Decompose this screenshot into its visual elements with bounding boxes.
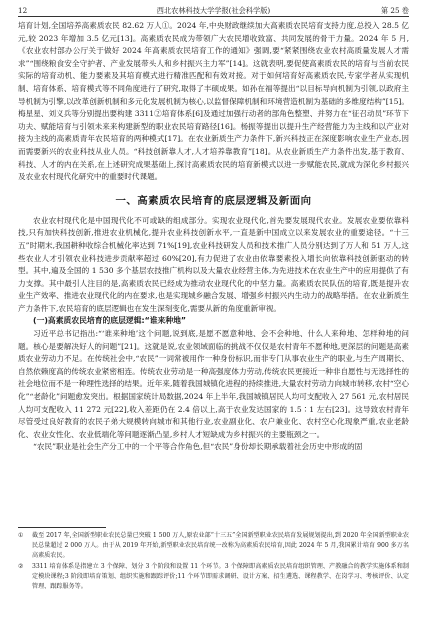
volume-label: 第 25 卷 bbox=[380, 6, 409, 15]
running-header bbox=[18, 5, 409, 17]
footnote bbox=[18, 531, 409, 562]
footnote-marker: ① bbox=[18, 532, 24, 539]
footnote-divider bbox=[18, 527, 106, 528]
intro-paragraph: 培育计划,全国培养高素质农民 82.62 万人①。2024 年,中央财政继续加大高素质农民培育支持力度,总投入 28.5 亿元,较 2023 年增加 3.5 亿元[13]。高素质农民成为带领广大农民增收致富、共同发展的骨干力量。2024 年 5 月,《农业农村部办公厅关于做好 2024 年高素质农民培育工作的通知》强调,要“紧紧围绕农业农村高质量发展人才需求”“围绕粮食安全守护者、产业发展带头人和乡村振兴主力军”[14]。这就表明,要促使高素质农民的培育与当前农民实际的培育动机、能力要素及其培育模式进行精准匹配和有效对接。对于如何培育好高素质农民,专家学者从实现机制、培育体系、培育模式等不同角度进行了研究,取得了丰硕成果。如孙在福等提出“以目标导向机制为引领,以政府主导机制为引擎,以改革创新机制和多元化发展机制为核心,以监督保障机制和环境营造机制为基础的多维度结构”[15]。梅星星、刘义兵等分别提出要构建 3311②培育体系[6]及通过加强行动者的部角色整塑、并努力在“征召动员”环节下功夫、赋能培育与引领未来来构建新型的职业农民培育路径[16]。杨振等提出以提升生产经营能力为主线和以产业对接为主线的高素质青年农民培育的两种模式[17]。在农业新质生产力条件下,新兴科技正在深度影响农业生产业态,因而需要新兴的农业科技从业人员。“科技创新靠人才,人才培养靠教育”[18]。从农业新质生产力条件出发,基于教育、科技、人才的内在关系,在上述研究成果基础上,探讨高素质农民的培育新模式以进一步赋能农民,就成为深化乡村振兴及农业农村现代化研究中的重要时代课题。 bbox=[18, 21, 409, 182]
section-title: 一、高素质农民培育的底层逻辑及新面向 bbox=[115, 194, 312, 207]
body-paragraph: “农民”职业是社会生产分工中的一个平等合作角色,但“农民”身份却长期承载着社会历史中形成的固 bbox=[33, 442, 363, 452]
journal-title: 西北农林科技大学学报(社会科学版) bbox=[156, 6, 271, 15]
page-number: 12 bbox=[18, 6, 28, 15]
footnote-text: 截至 2017 年,全国新型职业农民总量已突破 1 500 万人,原农业部“十三五”全国新型职业农民培育发展规划提出,到 2020 年全国新型职业农民总量超过 2 000 万人。由于从 2019 年开始,新型职业农民培育统一改称为高素质农民培育,因此 2024 年 5 月,我国累计培育 900 多万名高素质农民。 bbox=[32, 532, 409, 560]
body-paragraph: 习近平总书记指出:“‘谁来种地’这个问题,说到底,是愿不愿意种地、会不会种地、什么人来种地、怎样种地的问题。核心是要解决好人的问题”[21]。这就是说,农业领域面临的挑战不仅仅是农村青年不愿种地,更深层的问题是高素质农业劳动力不足。在传统社会中,“农民”一词常被用作一种身份标识,而非专门从事农业生产的职业,与生产周期长、自然依赖度高的传统农业紧密相连。传统农业劳动是一种高强度体力劳动,传统农民更接近一种非自愿性与无选择性的社会地位而不是一种理性选择的结果。近年来,随着我国城镇化进程的持续推进,大量农村劳动力向城市转移,农村“空心化”“老龄化”问题愈发突出。根据国家统计局数据,2024 年上半年,我国城镇居民人均可支配收入 27 561 元,农村居民人均可支配收入 11 272 元[22],收入差距仍在 2.4 倍以上,高于农业发达国家的 1.5∶1 左右[23]。这导致农村青年尽管受过良好教育的农民子弟大规模转向城市和其他行业,农业副业化、农户兼业化、农村空心化现象严重,农业老龄化、农业女性化、农业低端化等问题逐渐凸显,乡村人才短缺成为乡村振兴的主要瓶颈之一。 bbox=[18, 329, 409, 439]
footnote bbox=[18, 562, 409, 593]
body-text bbox=[18, 20, 409, 454]
footnote-text: 3311 培育体系是指建立 3 个保障、划分 3 个阶段和设置 11 个环节。3 个保障即高素质农民培育组织管理、产教融合的教学实施体系和制定模块课程;3 阶段即培育策划、组织实施和跟踪评价;11 个环节即需求调研、设计方案、招生遴选、课程教学、在岗学习、考核评价、认定管理、跟踪服务等。 bbox=[32, 562, 409, 591]
subsection-title: (一)高素质农民培育的底层逻辑:“谁来种地” bbox=[33, 316, 187, 326]
footnote-marker: ② bbox=[18, 562, 24, 570]
body-paragraph: 农业农村现代化是中国现代化不可或缺的组成部分。实现农业现代化,首先要发展现代农业。发展农业要依靠科技,只有加快科技创新,推进农业机械化,提升农业科技创新水平,一直是新中国成立以来发展农业的重要途径。“十三五”时期末,我国耕种收综合机械化率达到 71%[19],农业科技研发人员和技术推广人员分别达到了万人和 51 万人,这些农业人才引领农业科技进步贡献率超过 60%[20],有力促进了农业由依靠要素投入增长向依靠科技创新驱动的转型。其中,遍及全国的 1 530 多个基层农技推广机构以及大量农业经营主体,为先进技术在农业生产中的应用提供了有力支撑。其中最引人注目的是,高素质农民已经成为推动农业现代化的中坚力量。高素质农民队伍的培育,既是提升农业生产效率、推进农业现代化的内在要求,也是实现城乡融合发展、增强乡村振兴内生动力的战略举措。在农业新质生产力条件下,农民培育的底层逻辑也在发生深刻变化,需要从新的角度重新审视。 bbox=[18, 215, 409, 313]
footnotes bbox=[18, 531, 409, 592]
